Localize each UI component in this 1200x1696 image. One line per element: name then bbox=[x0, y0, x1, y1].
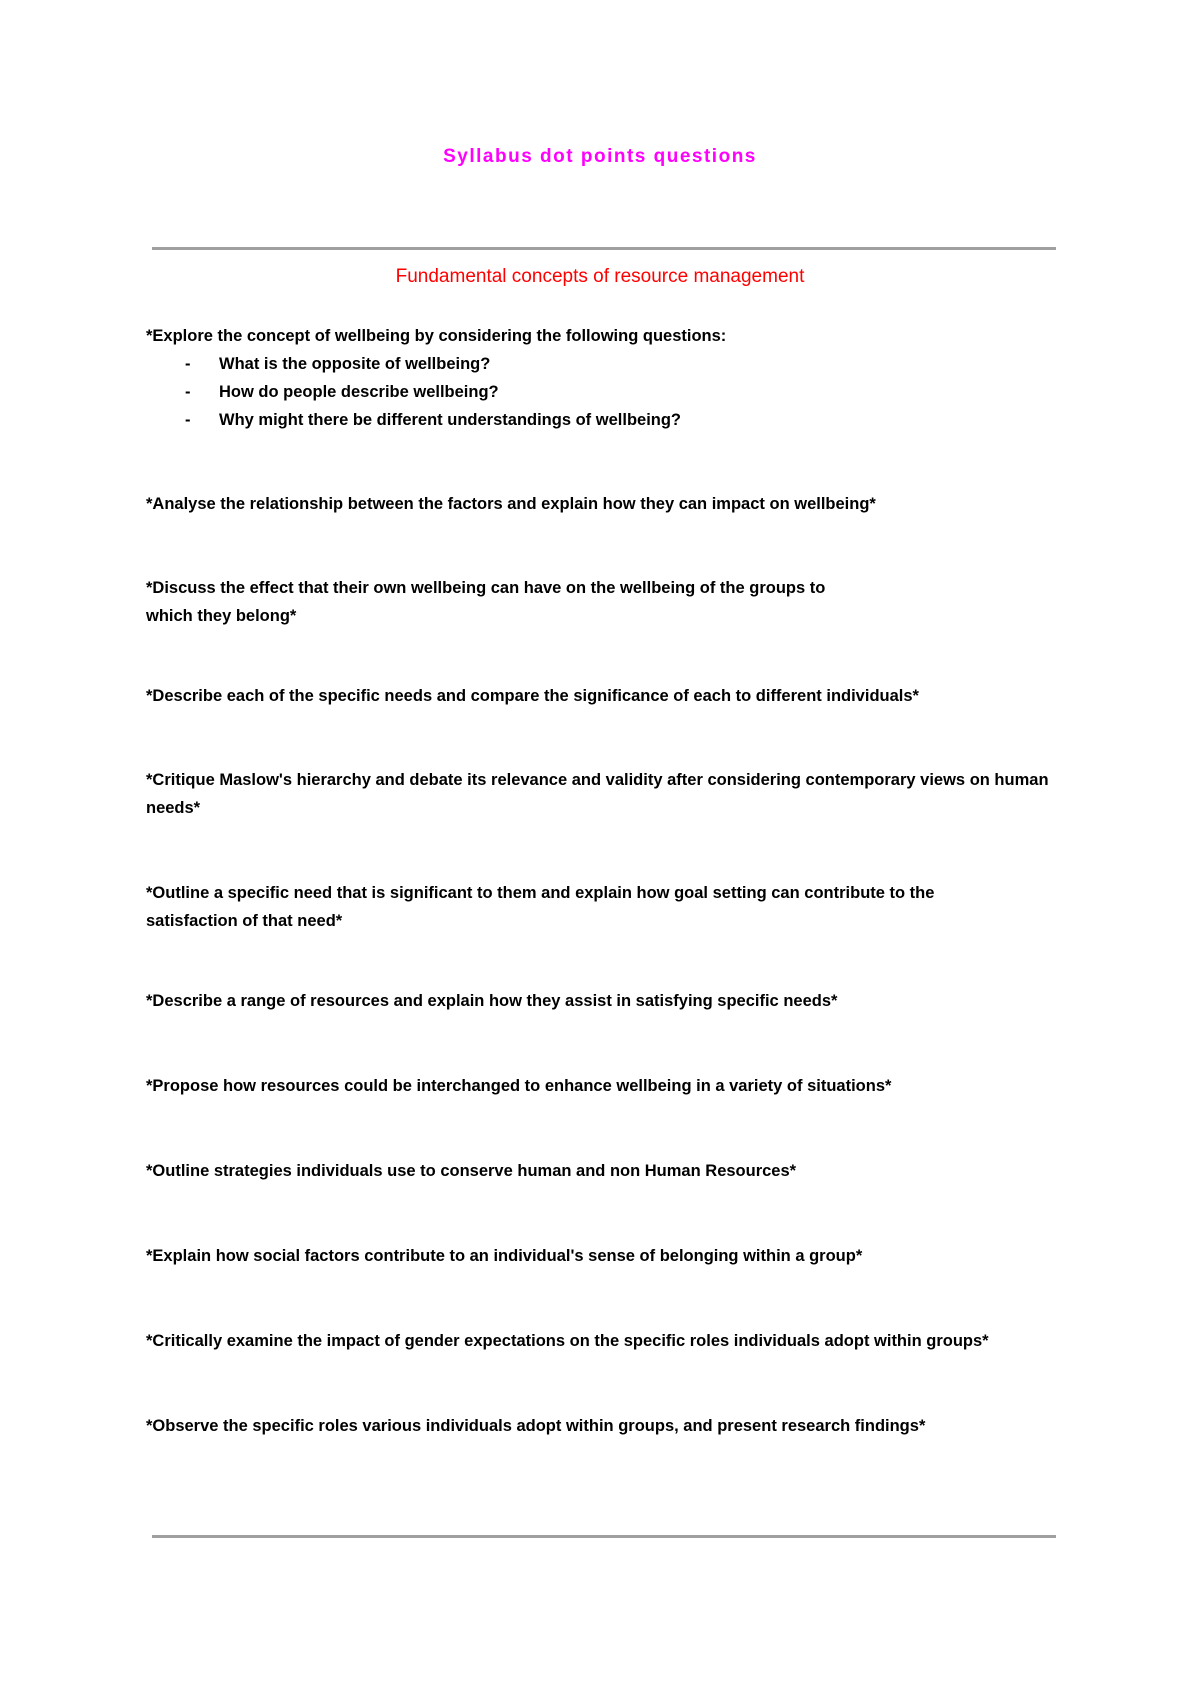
syllabus-point: *Analyse the relationship between the factors and explain how they can impact on wellbeing* bbox=[146, 495, 876, 513]
page-title: Syllabus dot points questions bbox=[443, 146, 757, 167]
syllabus-point: *Describe a range of resources and explain how they assist in satisfying specific needs* bbox=[146, 992, 838, 1010]
sub-question-text: What is the opposite of wellbeing? bbox=[219, 355, 491, 373]
sub-question-text: Why might there be different understandings of wellbeing? bbox=[219, 411, 682, 429]
sub-question bbox=[146, 406, 1058, 434]
top-divider bbox=[152, 247, 1056, 250]
syllabus-point: *Describe each of the specific needs and compare the significance of each to different individuals* bbox=[146, 687, 919, 705]
question-list bbox=[146, 322, 1058, 1440]
syllabus-point: *Critically examine the impact of gender expectations on the specific roles individuals adopt within groups* bbox=[146, 1332, 989, 1350]
sub-question-list bbox=[146, 350, 1058, 434]
syllabus-point: *Discuss the effect that their own wellbeing can have on the wellbeing of the groups to which they belong* bbox=[146, 579, 826, 625]
syllabus-point: *Outline a specific need that is significant to them and explain how goal setting can contribute to the satisfaction of that need* bbox=[146, 884, 935, 930]
intro-question: *Explore the concept of wellbeing by considering the following questions: bbox=[146, 327, 727, 345]
sub-question bbox=[146, 350, 1058, 378]
sub-question-text: How do people describe wellbeing? bbox=[219, 383, 499, 401]
bottom-divider bbox=[152, 1535, 1056, 1538]
syllabus-point: *Explain how social factors contribute to an individual's sense of belonging within a group* bbox=[146, 1247, 863, 1265]
dash-marker: - bbox=[185, 383, 191, 401]
section-heading: Fundamental concepts of resource management bbox=[395, 266, 805, 287]
dash-marker: - bbox=[185, 355, 191, 373]
syllabus-point: *Outline strategies individuals use to conserve human and non Human Resources* bbox=[146, 1162, 797, 1180]
syllabus-point: *Observe the specific roles various individuals adopt within groups, and present research findings* bbox=[146, 1417, 926, 1435]
syllabus-point: *Critique Maslow's hierarchy and debate its relevance and validity after considering contemporary views on human needs* bbox=[146, 771, 1049, 817]
dash-marker: - bbox=[185, 411, 191, 429]
sub-question bbox=[146, 378, 1058, 406]
syllabus-point: *Propose how resources could be interchanged to enhance wellbeing in a variety of situations* bbox=[146, 1077, 892, 1095]
